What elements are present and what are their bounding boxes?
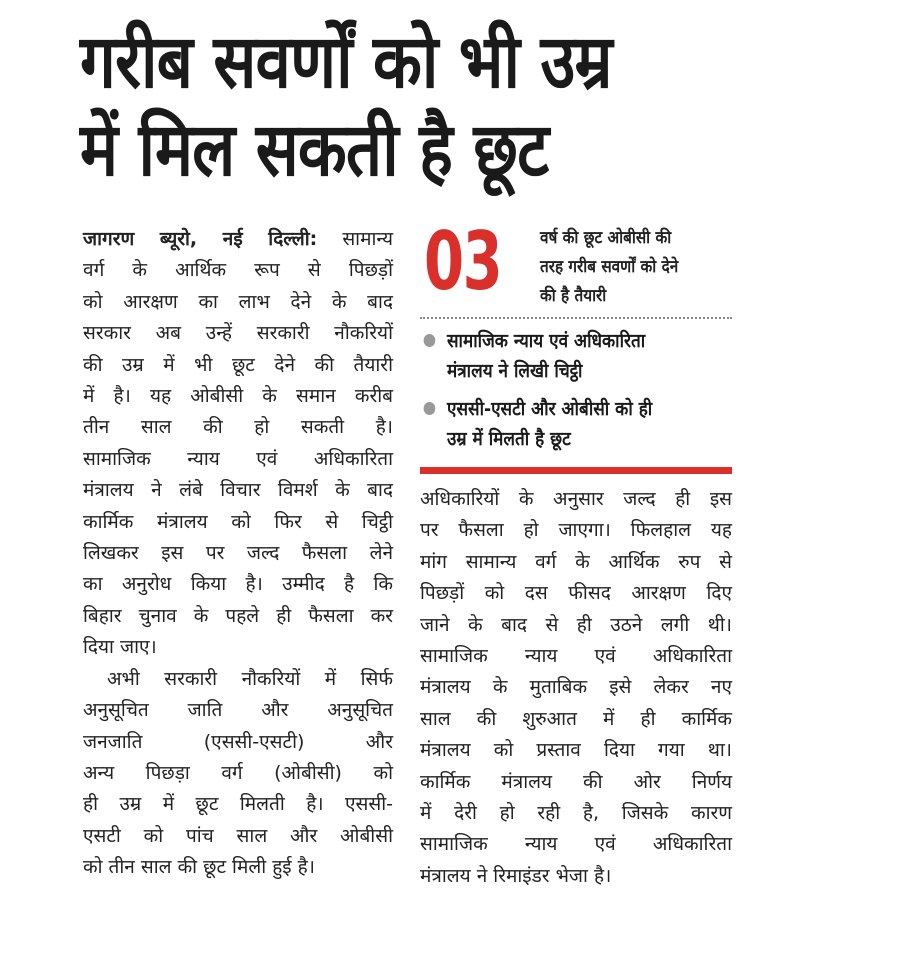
headline <box>80 18 880 194</box>
article-line: एसटी को पांच साल और ओबीसी <box>83 824 393 847</box>
highlight-bullets <box>420 326 735 462</box>
red-divider <box>420 467 732 474</box>
article-line: सामाजिक न्याय एवं अधिकारिता <box>420 645 732 668</box>
article-line: मंत्रालय को प्रस्ताव दिया गया था। <box>420 739 732 762</box>
article-line: जनजाति (एससी-एसटी) और <box>83 730 393 753</box>
article-line: वर्ग के आर्थिक रूप से पिछड़ों <box>83 259 393 282</box>
article-line: पिछड़ों को दस फीसद आरक्षण दिए <box>420 582 732 605</box>
article-line: की उम्र में भी छूट देने की तैयारी <box>83 353 393 376</box>
bullet-line: मंत्रालय ने लिखी चिट्ठी <box>447 360 583 382</box>
article-right-column <box>420 484 732 892</box>
article-line: को आरक्षण का लाभ देने के बाद <box>83 290 393 313</box>
fact-text-line: तरह गरीब सवर्णों को देने <box>540 257 679 277</box>
article-line: को तीन साल की छूट मिली हुई है। <box>83 856 315 879</box>
article-line: कार्मिक मंत्रालय की ओर निर्णय <box>420 770 732 793</box>
article-line: बिहार चुनाव के पहले ही फैसला कर <box>83 604 393 627</box>
article-line: अधिकारियों के अनुसार जल्द ही इस <box>420 488 732 510</box>
dotted-divider <box>420 317 732 319</box>
article-line: सामाजिक न्याय एवं अधिकारिता <box>420 833 732 856</box>
article-line: कार्मिक मंत्रालय को फिर से चिट्ठी <box>83 510 393 533</box>
fact-text-line: की है तैयारी <box>540 286 607 306</box>
article-left-column <box>83 224 393 884</box>
article-text: सामान्य <box>342 228 394 250</box>
article-line: ही उम्र में छूट मिलती है। एससी- <box>83 793 393 816</box>
bullet-dot-icon <box>424 334 436 347</box>
article-line: साल की शुरुआत में ही कार्मिक <box>420 707 732 730</box>
article-line <box>83 224 393 255</box>
headline-line: में मिल सकती है छूट <box>80 107 549 193</box>
bullet-line: सामाजिक न्याय एवं अधिकारिता <box>447 330 646 352</box>
article-line: जाने के बाद से ही उठने लगी थी। <box>420 613 732 636</box>
bullet-item <box>420 394 704 454</box>
article-line: में है। यह ओबीसी के समान करीब <box>83 385 393 408</box>
article-line: का अनुरोध किया है। उम्मीद है कि <box>83 573 393 596</box>
article-line: मंत्रालय के मुताबिक इसे लेकर नए <box>420 676 732 699</box>
dateline: जागरण ब्यूरो, नई दिल्ली: <box>83 228 318 250</box>
article-line: अभी सरकारी नौकरियों में सिर्फ <box>107 667 393 690</box>
article-line: सामाजिक न्याय एवं अधिकारिता <box>83 447 393 470</box>
bullet-dot-icon <box>424 402 436 415</box>
headline-line: गरीब सवर्णों को भी उम्र <box>80 19 612 105</box>
article-line: लिखकर इस पर जल्द फैसला लेने <box>83 542 393 565</box>
article-line: में देरी हो रही है, जिसके कारण <box>420 802 732 825</box>
article-line: मांग सामान्य वर्ग के आर्थिक रुप से <box>420 550 732 573</box>
article-line: मंत्रालय ने लंबे विचार विमर्श के बाद <box>83 479 393 502</box>
fact-text-line: वर्ष की छूट ओबीसी की <box>540 228 672 248</box>
article-line: अनुसूचित जाति और अनुसूचित <box>83 699 393 722</box>
bullet-line: उम्र में मिलती है छूट <box>447 428 571 450</box>
article-line: दिया जाए। <box>83 636 157 659</box>
article-line: मंत्रालय ने रिमाइंडर भेजा है। <box>420 864 612 887</box>
bullet-line: एससी-एसटी और ओबीसी को ही <box>447 398 653 420</box>
article-line: अन्य पिछड़ा वर्ग (ओबीसी) को <box>83 761 393 784</box>
bullet-item <box>420 326 704 386</box>
fact-text <box>540 224 720 311</box>
article-line: पर फैसला हो जाएगा। फिलहाल यह <box>420 519 732 542</box>
fact-number: 03 <box>424 215 502 308</box>
article-line: तीन साल की हो सकती है। <box>83 416 393 439</box>
article-line: सरकार अब उन्हें सरकारी नौकरियों <box>83 322 393 345</box>
